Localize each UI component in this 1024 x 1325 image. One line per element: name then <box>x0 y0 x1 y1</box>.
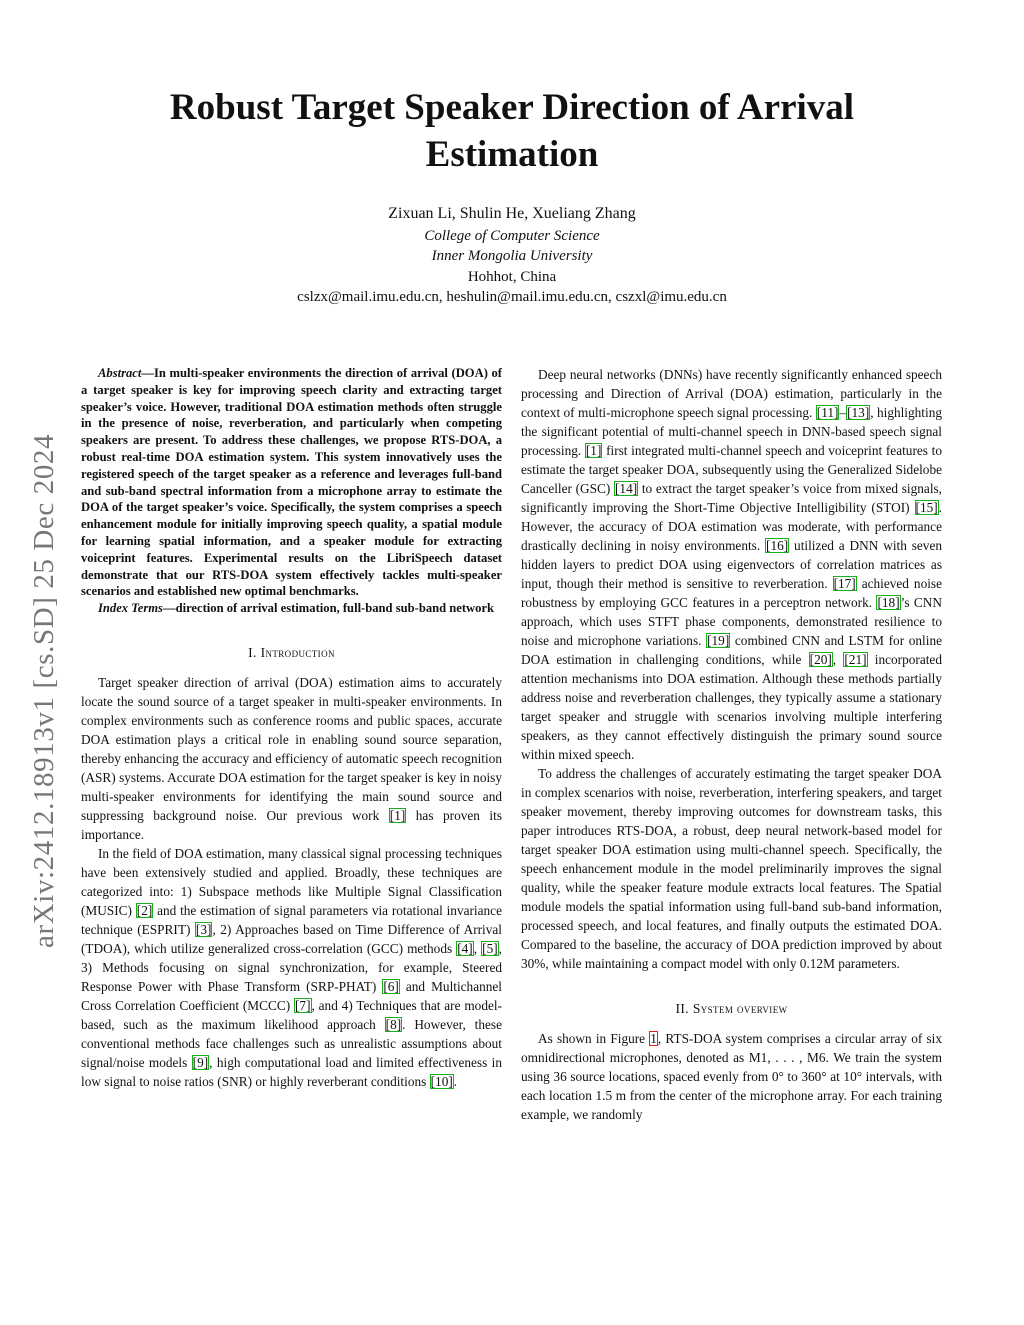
citation-link[interactable]: [21] <box>844 652 867 667</box>
citation-link[interactable]: [4] <box>457 940 473 956</box>
citation-link[interactable]: [11] <box>816 405 839 420</box>
affiliation-college: College of Computer Science <box>424 227 600 244</box>
citation-link[interactable]: [16] <box>766 538 789 553</box>
citation-link[interactable]: [20] <box>809 652 832 667</box>
abstract-label: Abstract <box>98 366 142 380</box>
author-emails: cslzx@mail.imu.edu.cn, heshulin@mail.imu.edu.cn, cszxl@imu.edu.cn <box>297 289 727 305</box>
citation-link[interactable]: [17] <box>833 576 856 591</box>
section-heading-system-overview <box>521 999 942 1018</box>
citation-link[interactable]: [9] <box>192 1054 209 1070</box>
citation-link[interactable]: [13] <box>847 405 870 420</box>
author-names: Zixuan Li, Shulin He, Xueliang Zhang <box>388 205 636 222</box>
intro-paragraph-1: Target speaker direction of arrival (DOA) estimation aims to accurately locate the sound source of a target speaker in multi-speaker environments. In complex environments such as conference rooms and public spaces, accurate DOA estimation plays a critical role in enabling sound source separation, thereby enhancing the accuracy and efficiency of automatic speech recognition (ASR) systems. Accurate DOA estimation for the target speaker is key in noisy multi-speaker environments for identifying the main sound source and suppressing background noise. Our previous work [1] has proven its importance. <box>81 674 502 842</box>
left-column <box>81 365 502 1091</box>
citation-link[interactable]: [8] <box>385 1016 402 1032</box>
citation-link[interactable]: [6] <box>383 978 399 994</box>
affiliation-location: Hohhot, China <box>467 268 557 285</box>
intro-paragraph-3: Deep neural networks (DNNs) have recently significantly enhanced speech processing and Direction of Arrival (DOA) estimation, particularly in the context of multi-microphone speech signal processing. [11]–[13], highlighting the significant potential of multi-channel speech in DNN-based speech signal processing. [1] first integrated multi-channel speech and voiceprint features to estimate the target speaker DOA, subsequently using the Generalized Sidelobe Canceller (GSC) [14] to extract the target speaker’s voice from mixed signals, significantly improving the Short-Time Objective Intelligibility (STOI) [15]. However, the accuracy of DOA estimation was moderate, with performance drastically declining in noisy environments. [16] utilized a DNN with seven hidden layers to predict DOA using eigenvectors of correlation matrices as input, though their method is sensitive to reverberation. [17] achieved noise robustness by employing GCC features in a perceptron network. [18]’s CNN approach, which uses STFT phase components, demonstrated resilience to noise and microphone variations. [19] combined CNN and LSTM for online DOA estimation in challenging conditions, while [20], [21] incorporated attention mechanisms into DOA estimation. Although these methods partially address noise and reverberation challenges, they typically assume a stationary target speaker and struggle with scenarios involving multiple interfering speakers, as they cannot effectively distinguish the primary sound source within mixed speech. <box>521 367 943 762</box>
citation-link[interactable]: [3] <box>195 921 212 937</box>
arxiv-side-stamp: arXiv:2412.18913v1 [cs.SD] 25 Dec 2024 <box>28 433 60 948</box>
section-numeral: I. <box>248 644 257 660</box>
intro-paragraph-4: To address the challenges of accurately estimating the target speaker DOA in complex scenarios with noise, reverberation, interfering speakers, and target speaker movement, thereby improving outcomes for downstream tasks, this paper introduces RTS-DOA, a robust, deep neural network-based model for target speaker DOA estimation using multi-channel speech. Specifically, the speech enhancement module in the model preliminarily improves the signal quality, while the speaker feature module extracts local features. The Spatial module models the spatial information using full-band sub-band information, processed speech, and local features, and finally outputs the estimated DOA. Compared to the baseline, the accuracy of DOA prediction improved by about 30%, while maintaining a compact model with only 0.12M parameters. <box>521 766 942 971</box>
abstract: Abstract—In multi-speaker environments the direction of arrival (DOA) of a target speaker is key for improving speech clarity and extracting target speaker’s voice. However, traditional DOA estimation methods often struggle in the presence of noise, reverberation, and particularly when competing speakers are present. To address these challenges, we propose RTS-DOA, a robust real-time DOA estimation system. This system innovatively uses the registered speech of the target speaker as a reference and leverages full-band and sub-band spectral information from a microphone array to estimate the DOA of the target speaker’s voice. Specifically, the system comprises a speech enhancement module for initially improving speech quality, a spatial module for learning spatial information, and a speaker module for extracting voiceprint features. Experimental results on the LibriSpeech dataset demonstrate that our RTS-DOA system effectively tackles multi-speaker scenarios and established new optimal benchmarks. Index Terms—direction of arrival estimation, full-band sub-band network <box>81 366 502 616</box>
citation-link[interactable]: [1] <box>585 443 602 458</box>
intro-paragraph-2: In the field of DOA estimation, many classical signal processing techniques have been extensively studied and applied. Broadly, these techniques are categorized into: 1) Subspace methods like Multiple Signal Classification (MUSIC) [2] and the estimation of signal parameters via rotational invariance technique (ESPRIT) [3], 2) Approaches based on Time Difference of Arrival (TDOA), which utilize generalized cross-correlation (GCC) methods [4], [5], 3) Methods focusing on signal synchronization, for example, Steered Response Power with Phase Transform (SRP-PHAT) [6] and Multichannel Cross Correlation Coefficient (MCCC) [7], and 4) Techniques that are model-based, such as the maximum likelihood approach [8]. However, these conventional methods face challenges such as unrealistic assumptions about signal/noise models [9], high computational load and limited effectiveness in low signal to noise ratios (SNR) or highly reverberant conditions [10]. <box>81 845 503 1089</box>
abstract-text: In multi-speaker environments the direction of arrival (DOA) of a target speaker is key for improving speech clarity and extracting target speaker’s voice. However, traditional DOA estimation methods often struggle in the presence of noise, reverberation, and particularly when competing speakers are present. To address these challenges, we propose RTS-DOA, a robust real-time DOA estimation system. This system innovatively uses the registered speech of the target speaker as a reference and leverages full-band and sub-band spectral information from a microphone array to estimate the DOA of the target speaker’s voice. Specifically, the system comprises a speech enhancement module for initially improving speech quality, a spatial module for learning spatial information, and a speaker module for extracting voiceprint features. Experimental results on the LibriSpeech dataset demonstrate that our RTS-DOA system effectively tackles multi-speaker scenarios and established new optimal benchmarks. <box>81 366 502 599</box>
section-numeral: II. <box>675 1001 690 1016</box>
citation-link[interactable]: [5] <box>482 940 498 956</box>
section-title: Introduction <box>260 644 335 660</box>
affiliation-university: Inner Mongolia University <box>431 248 593 264</box>
citation-link[interactable]: [10] <box>430 1073 453 1089</box>
index-terms-label: Index Terms <box>98 601 163 616</box>
index-terms: direction of arrival estimation, full-band sub-band network <box>175 601 495 616</box>
section-heading-introduction <box>81 643 502 662</box>
citation-link[interactable]: [15] <box>915 500 938 515</box>
author-block <box>80 204 944 308</box>
citation-link[interactable]: [1] <box>389 807 406 823</box>
paper-title: Robust Target Speaker Direction of Arrival Estimation <box>169 87 855 175</box>
citation-link[interactable]: [7] <box>295 997 311 1013</box>
citation-link[interactable]: [14] <box>615 481 638 496</box>
section-title: System overview <box>692 1001 788 1016</box>
figure-link[interactable]: 1 <box>650 1031 657 1046</box>
right-column <box>521 365 942 1124</box>
citation-link[interactable]: [18] <box>877 595 900 610</box>
citation-link[interactable]: [2] <box>136 902 153 918</box>
overview-paragraph-1: As shown in Figure 1, RTS-DOA system comprises a circular array of six omnidirectional microphones, denoted as M1, . . . , M6. We train the system using 36 source locations, spaced evenly from 0° to 360° at 10° intervals, with each location 1.5 m from the center of the microphone array. For each training example, we randomly <box>521 1031 942 1122</box>
citation-link[interactable]: [19] <box>707 633 730 648</box>
